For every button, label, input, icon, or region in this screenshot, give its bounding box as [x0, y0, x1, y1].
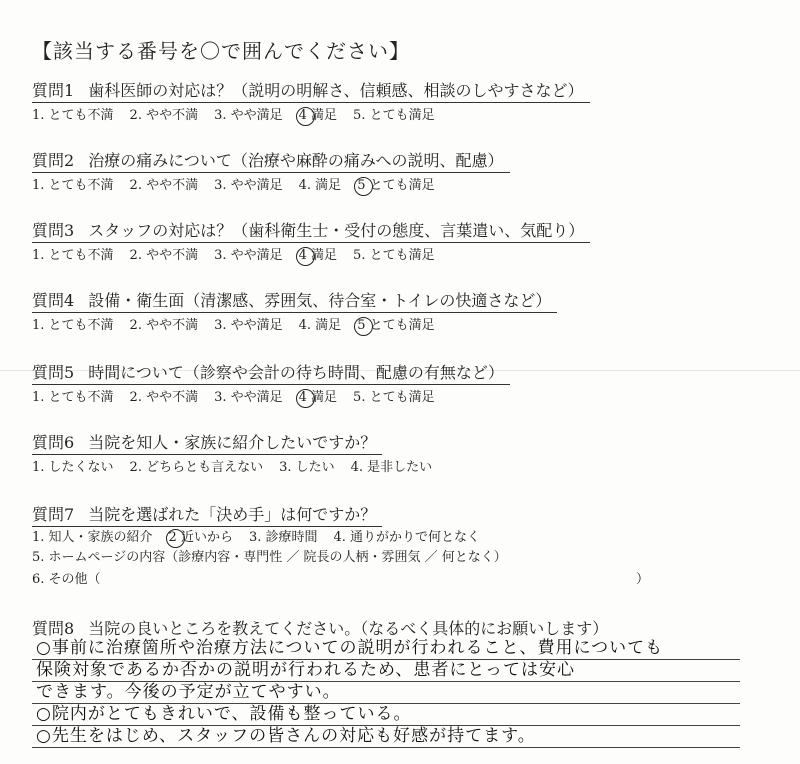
- option-selected[interactable]: 4 満足: [298, 108, 338, 123]
- answer-line: [32, 726, 740, 748]
- option[interactable]: 3. したい: [279, 460, 335, 475]
- option[interactable]: 2. どちらとも言えない: [129, 460, 264, 475]
- question-4: [32, 290, 557, 335]
- option-other-row: [32, 569, 732, 591]
- question-heading: [32, 362, 510, 385]
- question-heading: [32, 432, 382, 455]
- question-heading: [32, 220, 590, 243]
- option[interactable]: 2. やや不満: [129, 108, 199, 123]
- option-row: [32, 529, 732, 547]
- option-selected[interactable]: 4 満足: [298, 390, 338, 405]
- option[interactable]: 3. やや満足: [214, 178, 283, 193]
- question-5: [32, 362, 510, 407]
- option-selected[interactable]: 2 近いから: [168, 530, 233, 545]
- option[interactable]: 4. 満足: [298, 178, 342, 193]
- option[interactable]: 3. やや満足: [214, 108, 283, 123]
- option[interactable]: 3. やや満足: [214, 390, 283, 405]
- option-row: [32, 107, 590, 125]
- option[interactable]: 4. 通りがかりで何となく: [333, 530, 481, 545]
- question-6: [32, 432, 448, 477]
- question-1: [32, 80, 590, 125]
- question-text: 治療の痛みについて（治療や麻酔の痛みへの説明、配慮）: [88, 151, 504, 170]
- handwritten-answer: ○院内がとてもきれいで、設備も整っている。: [36, 704, 412, 724]
- question-heading: [32, 80, 590, 103]
- question-number: 質問1: [32, 81, 75, 100]
- handwritten-answer: ○先生をはじめ、スタッフの皆さんの対応も好感が持てます。: [36, 726, 536, 746]
- question-number: 質問2: [32, 151, 75, 170]
- option[interactable]: 3. やや満足: [214, 248, 283, 263]
- option[interactable]: 4. 満足: [298, 318, 342, 333]
- question-text: 設備・衛生面（清潔感、雰囲気、待合室・トイレの快適さなど）: [88, 291, 552, 310]
- question-number: 質問6: [32, 433, 75, 452]
- question-heading: [32, 504, 382, 527]
- handwritten-answer: 保険対象であるか否かの説明が行われるため、患者にとっては安心: [36, 660, 575, 680]
- option-other[interactable]: 6. その他（: [32, 572, 101, 587]
- question-7: [32, 504, 732, 591]
- option[interactable]: 1. とても不満: [32, 248, 114, 263]
- question-text: 歯科医師の対応は？（説明の明解さ、信頼感、相談のしやすさなど）: [88, 81, 584, 100]
- question-2: [32, 150, 510, 195]
- option[interactable]: 4. 是非したい: [350, 460, 433, 475]
- question-number: 質問4: [32, 291, 75, 310]
- option-other-close: ）: [636, 572, 650, 587]
- option[interactable]: 1. 知人・家族の紹介: [32, 530, 153, 545]
- option-homepage[interactable]: 5. ホームページの内容（診療内容・専門性 ／ 院長の人柄・雰囲気 ／ 何となく）: [32, 550, 507, 565]
- question-text: 時間について（診察や会計の待ち時間、配慮の有無など）: [88, 363, 504, 382]
- option-row: [32, 247, 590, 265]
- handwritten-answer: できます。今後の予定が立てやすい。: [36, 682, 341, 702]
- option[interactable]: 1. とても不満: [32, 108, 114, 123]
- question-number: 質問8: [32, 619, 75, 638]
- option[interactable]: 2. やや不満: [129, 318, 199, 333]
- handwritten-answer: ○事前に治療箇所や治療方法についての説明が行われること、費用についても: [36, 638, 664, 658]
- option[interactable]: 1. とても不満: [32, 178, 114, 193]
- option[interactable]: 2. やや不満: [129, 248, 199, 263]
- question-heading: [32, 150, 510, 173]
- question-text: 当院を選ばれた「決め手」は何ですか？: [88, 505, 377, 524]
- option[interactable]: 1. とても不満: [32, 390, 114, 405]
- question-number: 質問3: [32, 221, 75, 240]
- option-selected[interactable]: 5 とても満足: [357, 318, 435, 333]
- option[interactable]: 2. やや不満: [129, 390, 199, 405]
- question-number: 質問5: [32, 363, 75, 382]
- option[interactable]: 5. とても満足: [353, 108, 435, 123]
- option-selected[interactable]: 5 とても満足: [357, 178, 435, 193]
- answer-area[interactable]: [32, 638, 740, 748]
- option[interactable]: 3. やや満足: [214, 318, 283, 333]
- option-row: [32, 459, 448, 477]
- option[interactable]: 3. 診療時間: [248, 530, 318, 545]
- question-3: [32, 220, 590, 265]
- page-title: 【該当する番号を〇で囲んでください】: [32, 39, 410, 63]
- option-selected[interactable]: 4 満足: [298, 248, 338, 263]
- question-heading: [32, 290, 557, 313]
- option[interactable]: 1. とても不満: [32, 318, 114, 333]
- question-text: 当院の良いところを教えてください。（なるべく具体的にお願いします）: [88, 619, 609, 638]
- option-row: [32, 317, 557, 335]
- option[interactable]: 5. とても満足: [353, 248, 435, 263]
- option-row: [32, 389, 510, 407]
- option[interactable]: 5. とても満足: [353, 390, 435, 405]
- option[interactable]: 1. したくない: [32, 460, 114, 475]
- question-text: 当院を知人・家族に紹介したいですか？: [88, 433, 377, 452]
- question-text: スタッフの対応は？（歯科衛生士・受付の態度、言葉遣い、気配り）: [88, 221, 585, 240]
- option[interactable]: 2. やや不満: [129, 178, 199, 193]
- option-row: [32, 177, 510, 195]
- question-number: 質問7: [32, 505, 75, 524]
